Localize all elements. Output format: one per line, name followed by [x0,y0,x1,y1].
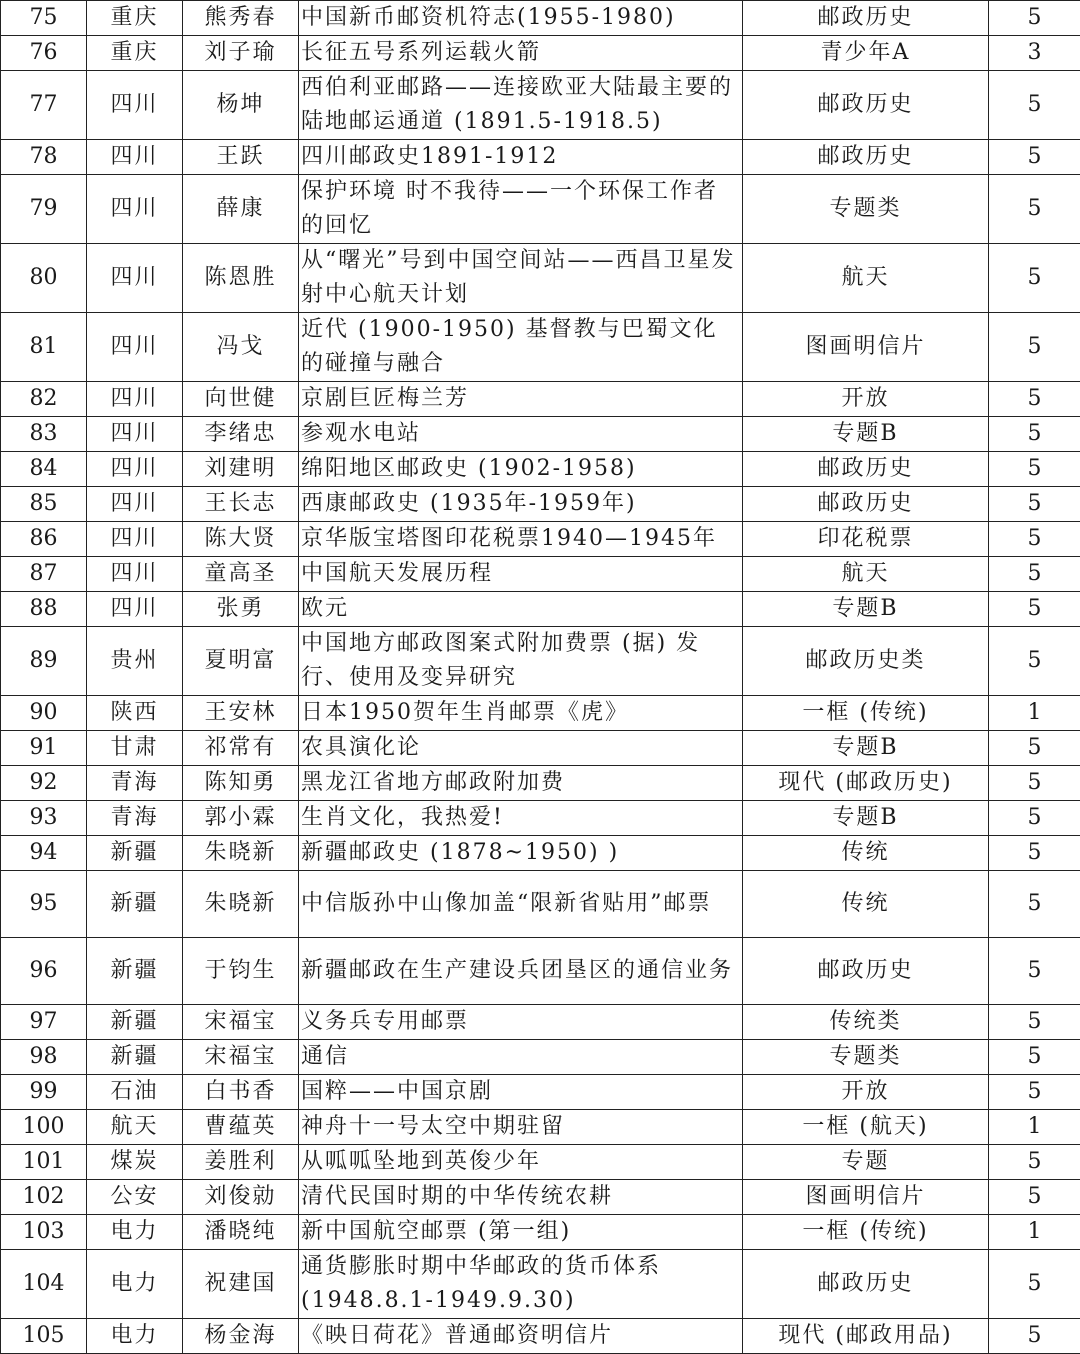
entry-title: 生肖文化，我热爱! [299,801,743,836]
entry-number: 101 [1,1145,87,1180]
entry-number: 79 [1,175,87,244]
entry-category: 专题B [743,417,989,452]
entry-frames: 5 [989,244,1080,313]
entry-number: 102 [1,1180,87,1215]
table-row [1,766,1080,801]
entry-name: 曹蕴英 [183,1110,299,1145]
entry-category: 现代 (邮政历史) [743,766,989,801]
entry-name: 刘俊勍 [183,1180,299,1215]
entry-name: 祁常有 [183,731,299,766]
entry-title: 绵阳地区邮政史 (1902-1958) [299,452,743,487]
table-row [1,1,1080,36]
table-row [1,1319,1080,1354]
entry-frames: 5 [989,1319,1080,1354]
entry-category: 传统 [743,871,989,938]
entry-number: 89 [1,627,87,696]
entry-name: 宋福宝 [183,1040,299,1075]
table-row [1,1180,1080,1215]
entry-frames: 3 [989,36,1080,71]
table-row [1,452,1080,487]
entry-frames: 5 [989,801,1080,836]
entry-province: 四川 [87,175,183,244]
entry-frames: 1 [989,696,1080,731]
table-row [1,1075,1080,1110]
entry-title: 保护环境 时不我待——一个环保工作者的回忆 [299,175,743,244]
entry-title: 中国地方邮政图案式附加费票 (据) 发行、使用及变异研究 [299,627,743,696]
entry-title: 中信版孙中山像加盖“限新省贴用”邮票 [299,871,743,938]
entry-name: 陈知勇 [183,766,299,801]
table-row [1,313,1080,382]
entry-number: 105 [1,1319,87,1354]
table-row [1,1110,1080,1145]
entry-province: 甘肃 [87,731,183,766]
entry-province: 四川 [87,140,183,175]
entry-category: 图画明信片 [743,1180,989,1215]
table-row [1,71,1080,140]
entry-province: 新疆 [87,871,183,938]
entry-title: 新疆邮政史 (1878~1950) ) [299,836,743,871]
entry-category: 专题B [743,801,989,836]
table-row [1,592,1080,627]
entry-number: 99 [1,1075,87,1110]
entry-category: 专题类 [743,1040,989,1075]
table-row [1,1005,1080,1040]
entry-province: 重庆 [87,36,183,71]
table-row [1,140,1080,175]
entry-category: 航天 [743,244,989,313]
entry-name: 陈恩胜 [183,244,299,313]
entry-province: 四川 [87,557,183,592]
entry-title: 国粹——中国京剧 [299,1075,743,1110]
entry-category: 专题B [743,592,989,627]
entry-name: 杨坤 [183,71,299,140]
entry-category: 专题B [743,731,989,766]
entry-frames: 5 [989,417,1080,452]
entry-name: 刘建明 [183,452,299,487]
entry-title: 神舟十一号太空中期驻留 [299,1110,743,1145]
entry-title: 农具演化论 [299,731,743,766]
table-row [1,1145,1080,1180]
entry-category: 开放 [743,1075,989,1110]
entry-frames: 5 [989,313,1080,382]
entry-number: 85 [1,487,87,522]
entry-number: 75 [1,1,87,36]
table-row [1,731,1080,766]
entry-title: 《映日荷花》普通邮资明信片 [299,1319,743,1354]
entry-name: 张勇 [183,592,299,627]
entry-number: 77 [1,71,87,140]
entry-province: 电力 [87,1250,183,1319]
table-row [1,244,1080,313]
entry-province: 航天 [87,1110,183,1145]
entry-frames: 5 [989,522,1080,557]
entry-category: 邮政历史 [743,452,989,487]
table-row [1,938,1080,1005]
entry-title: 中国航天发展历程 [299,557,743,592]
table-row [1,836,1080,871]
table-row [1,36,1080,71]
entry-title: 京华版宝塔图印花税票1940—1945年 [299,522,743,557]
entry-number: 81 [1,313,87,382]
entry-category: 专题类 [743,175,989,244]
entry-category: 航天 [743,557,989,592]
entry-frames: 5 [989,1180,1080,1215]
entry-category: 邮政历史类 [743,627,989,696]
entry-title: 从“曙光”号到中国空间站——西昌卫星发射中心航天计划 [299,244,743,313]
entry-category: 邮政历史 [743,487,989,522]
entry-title: 通信 [299,1040,743,1075]
entry-category: 邮政历史 [743,1,989,36]
entry-title: 近代 (1900-1950) 基督教与巴蜀文化的碰撞与融合 [299,313,743,382]
table-row [1,696,1080,731]
entry-name: 薛康 [183,175,299,244]
entry-name: 姜胜利 [183,1145,299,1180]
table-row [1,175,1080,244]
entry-category: 邮政历史 [743,938,989,1005]
entry-name: 熊秀春 [183,1,299,36]
entry-number: 84 [1,452,87,487]
entry-number: 88 [1,592,87,627]
entry-province: 四川 [87,382,183,417]
entry-category: 传统类 [743,1005,989,1040]
entry-province: 陕西 [87,696,183,731]
entry-province: 四川 [87,244,183,313]
entry-category: 现代 (邮政用品) [743,1319,989,1354]
entry-frames: 5 [989,382,1080,417]
table-row [1,627,1080,696]
entry-province: 四川 [87,522,183,557]
entry-title: 日本1950贺年生肖邮票《虎》 [299,696,743,731]
entry-province: 石油 [87,1075,183,1110]
table-row [1,871,1080,938]
entry-number: 92 [1,766,87,801]
entry-category: 邮政历史 [743,71,989,140]
entry-name: 杨金海 [183,1319,299,1354]
entry-frames: 5 [989,1,1080,36]
entry-number: 78 [1,140,87,175]
table-row [1,1040,1080,1075]
entry-name: 冯戈 [183,313,299,382]
entry-name: 潘晓纯 [183,1215,299,1250]
entry-category: 邮政历史 [743,140,989,175]
entry-name: 向世健 [183,382,299,417]
entry-category: 图画明信片 [743,313,989,382]
entry-frames: 5 [989,557,1080,592]
entry-name: 刘子瑜 [183,36,299,71]
entry-name: 于钧生 [183,938,299,1005]
entry-category: 开放 [743,382,989,417]
entry-name: 夏明富 [183,627,299,696]
table-row [1,1250,1080,1319]
entry-number: 93 [1,801,87,836]
entry-number: 87 [1,557,87,592]
entry-frames: 5 [989,836,1080,871]
entry-name: 郭小霖 [183,801,299,836]
entry-name: 宋福宝 [183,1005,299,1040]
entry-frames: 5 [989,1040,1080,1075]
entry-province: 新疆 [87,1005,183,1040]
entry-province: 四川 [87,487,183,522]
entry-frames: 5 [989,140,1080,175]
entry-frames: 5 [989,1145,1080,1180]
entry-province: 青海 [87,801,183,836]
entry-number: 86 [1,522,87,557]
entry-number: 96 [1,938,87,1005]
entry-number: 100 [1,1110,87,1145]
entry-number: 76 [1,36,87,71]
entry-frames: 5 [989,871,1080,938]
entry-title: 新中国航空邮票 (第一组) [299,1215,743,1250]
entry-frames: 5 [989,938,1080,1005]
entry-number: 98 [1,1040,87,1075]
entry-province: 四川 [87,313,183,382]
entry-category: 一框 (航天) [743,1110,989,1145]
entry-number: 94 [1,836,87,871]
entry-number: 83 [1,417,87,452]
table-row [1,522,1080,557]
entry-title: 通货膨胀时期中华邮政的货币体系 (1948.8.1-1949.9.30) [299,1250,743,1319]
table-row [1,557,1080,592]
entry-frames: 5 [989,71,1080,140]
entry-title: 中国新币邮资机符志(1955-1980) [299,1,743,36]
entry-frames: 1 [989,1215,1080,1250]
entry-name: 朱晓新 [183,836,299,871]
entry-title: 清代民国时期的中华传统农耕 [299,1180,743,1215]
entry-province: 电力 [87,1215,183,1250]
entry-name: 王长志 [183,487,299,522]
entry-category: 印花税票 [743,522,989,557]
entry-number: 97 [1,1005,87,1040]
entry-title: 义务兵专用邮票 [299,1005,743,1040]
entry-title: 欧元 [299,592,743,627]
entry-frames: 5 [989,1005,1080,1040]
entry-frames: 5 [989,766,1080,801]
entry-category: 一框 (传统) [743,696,989,731]
entry-province: 新疆 [87,836,183,871]
table-row [1,417,1080,452]
entry-number: 91 [1,731,87,766]
entry-number: 104 [1,1250,87,1319]
entry-province: 重庆 [87,1,183,36]
entry-number: 90 [1,696,87,731]
entry-number: 95 [1,871,87,938]
entry-province: 新疆 [87,938,183,1005]
entry-name: 王跃 [183,140,299,175]
entry-category: 传统 [743,836,989,871]
table-row [1,1215,1080,1250]
entry-province: 四川 [87,592,183,627]
entry-province: 四川 [87,417,183,452]
entry-province: 四川 [87,452,183,487]
entry-title: 新疆邮政在生产建设兵团垦区的通信业务 [299,938,743,1005]
entry-title: 黑龙江省地方邮政附加费 [299,766,743,801]
entry-frames: 5 [989,452,1080,487]
entry-category: 青少年A [743,36,989,71]
entry-name: 朱晓新 [183,871,299,938]
entry-title: 长征五号系列运载火箭 [299,36,743,71]
entry-frames: 1 [989,1110,1080,1145]
entry-province: 煤炭 [87,1145,183,1180]
entry-frames: 5 [989,592,1080,627]
entry-title: 西伯利亚邮路——连接欧亚大陆最主要的陆地邮运通道 (1891.5-1918.5) [299,71,743,140]
entry-frames: 5 [989,1250,1080,1319]
entry-province: 新疆 [87,1040,183,1075]
table-body [1,1,1080,1354]
entry-frames: 5 [989,175,1080,244]
entry-number: 82 [1,382,87,417]
entry-frames: 5 [989,731,1080,766]
entry-title: 四川邮政史1891-1912 [299,140,743,175]
entry-name: 李绪忠 [183,417,299,452]
entry-province: 公安 [87,1180,183,1215]
entry-province: 贵州 [87,627,183,696]
entry-title: 从呱呱坠地到英俊少年 [299,1145,743,1180]
entry-name: 白书香 [183,1075,299,1110]
entry-category: 专题 [743,1145,989,1180]
entry-frames: 5 [989,1075,1080,1110]
entry-category: 邮政历史 [743,1250,989,1319]
entry-title: 参观水电站 [299,417,743,452]
table-row [1,801,1080,836]
entry-title: 京剧巨匠梅兰芳 [299,382,743,417]
entry-frames: 5 [989,627,1080,696]
entry-title: 西康邮政史 (1935年-1959年) [299,487,743,522]
entry-number: 103 [1,1215,87,1250]
entry-province: 四川 [87,71,183,140]
entry-name: 王安林 [183,696,299,731]
table-row [1,382,1080,417]
entry-number: 80 [1,244,87,313]
table-row [1,487,1080,522]
entry-province: 青海 [87,766,183,801]
entry-name: 祝建国 [183,1250,299,1319]
entry-name: 陈大贤 [183,522,299,557]
entry-frames: 5 [989,487,1080,522]
entry-province: 电力 [87,1319,183,1354]
entry-category: 一框 (传统) [743,1215,989,1250]
entry-name: 童高圣 [183,557,299,592]
